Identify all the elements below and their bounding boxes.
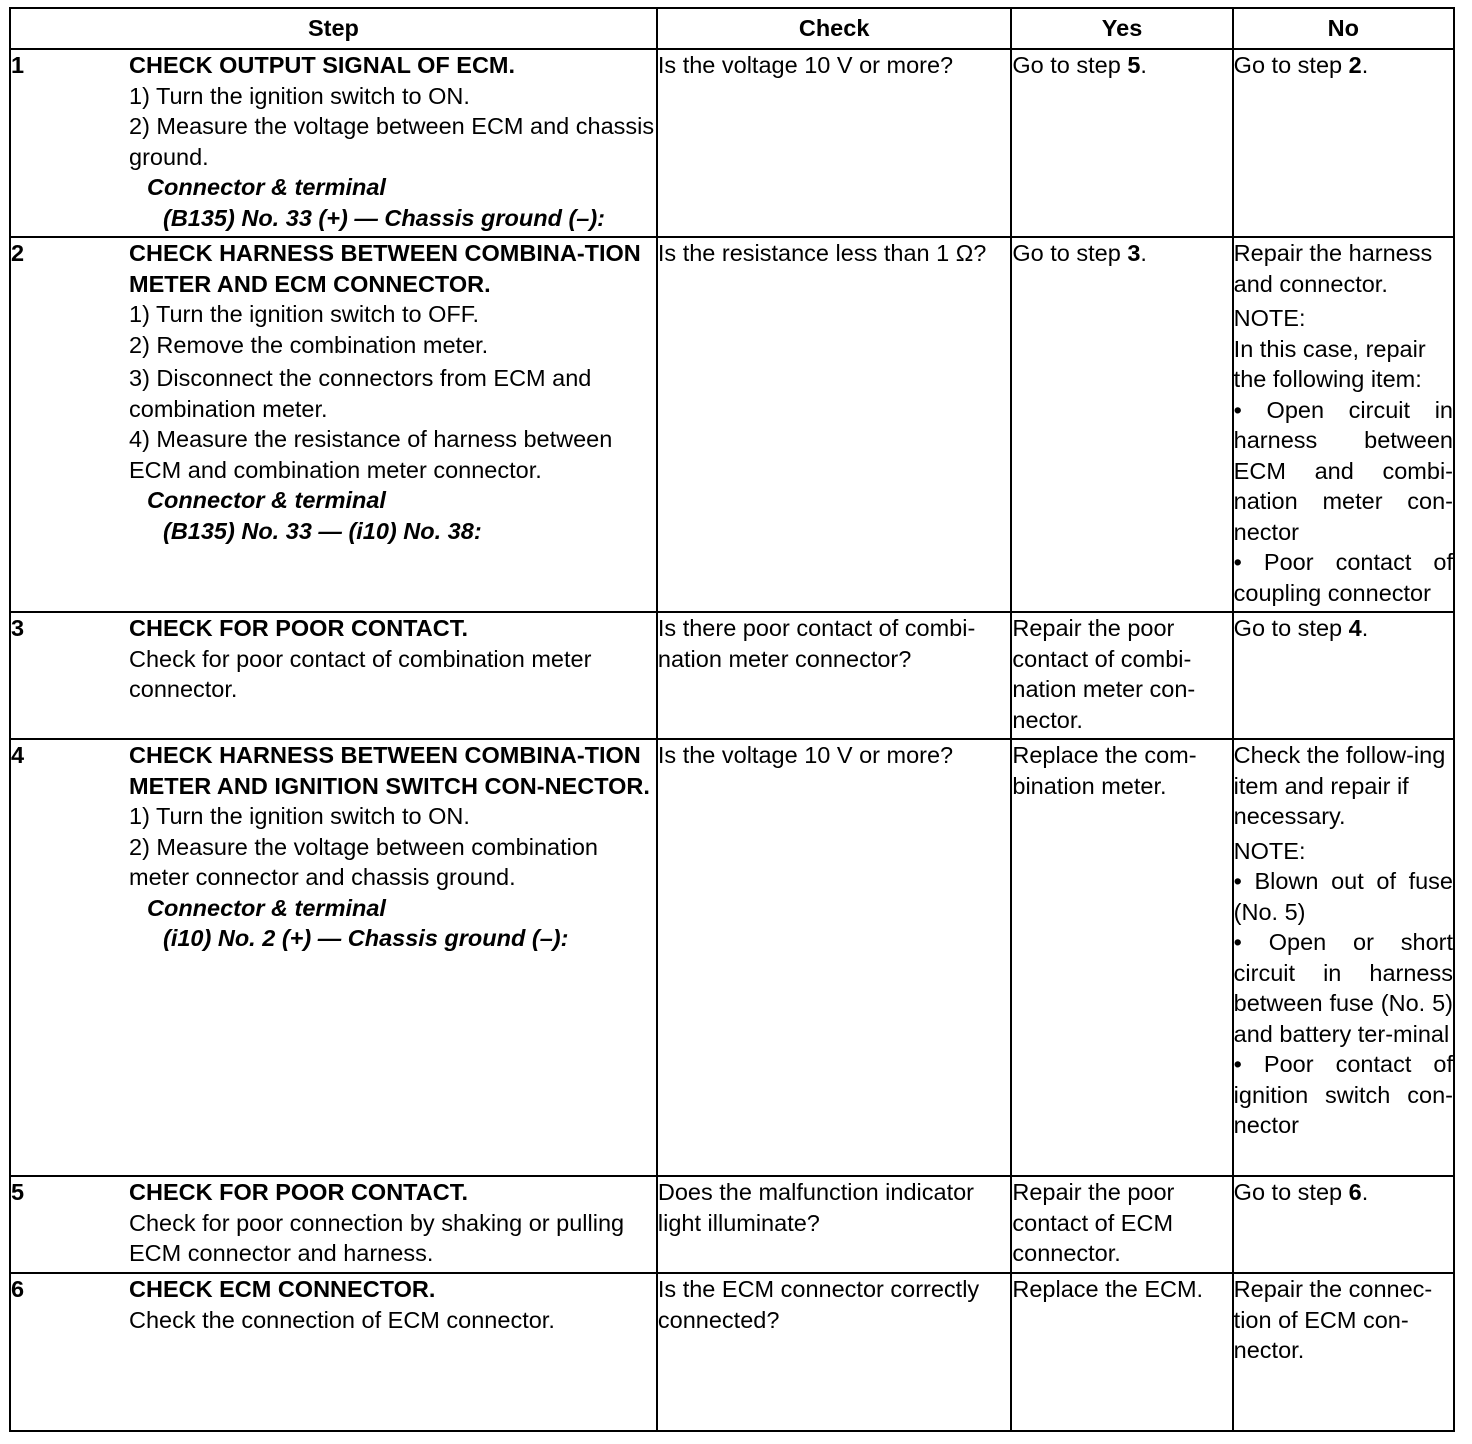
yes-text: Go to step [1012,240,1128,266]
no-text: Go to step [1233,615,1349,641]
table-row [10,1176,1454,1273]
no-step-link: 6 [1348,1179,1362,1205]
table-row [10,49,1454,237]
table-row [10,739,1454,1176]
no-cell: Repair the connec-tion of ECM con-nector. [1233,1273,1454,1431]
header-step: Step [10,8,657,49]
no-end: . [1361,1179,1369,1205]
step-number: 2 [11,240,25,266]
check-cell: Is the ECM connector correctly connected? [657,1273,1011,1431]
check-cell: Does the malfunction indicator light illuminate? [657,1176,1011,1273]
yes-cell: Replace the ECM. [1011,1273,1232,1431]
step-instruction: Check for poor connection by shaking or pulling ECM connector and harness. [129,1209,625,1266]
step-title: CHECK OUTPUT SIGNAL OF ECM. [129,52,516,78]
yes-step-link: 5 [1127,52,1141,78]
connector-label: Connector & terminal [147,487,386,513]
step-title: CHECK ECM CONNECTOR. [129,1276,436,1302]
step-title: CHECK FOR POOR CONTACT. [129,1179,469,1205]
table-row [10,1273,1454,1431]
no-main: Repair the harness and connector. [1233,240,1433,297]
no-bullet: • Open circuit in harness between ECM and combi-nation meter con-nector [1233,396,1453,545]
check-cell: Is the voltage 10 V or more? [657,49,1011,237]
no-bullet: • Poor contact of coupling connector [1233,549,1453,606]
no-text: Go to step [1233,1179,1349,1205]
no-cell [1233,49,1454,237]
step-title: CHECK HARNESS BETWEEN COMBINA-TION METER AND ECM CONNECTOR. [129,240,641,297]
no-step-link: 2 [1348,52,1362,78]
yes-end: . [1140,52,1147,78]
step-instruction: 1) Turn the ignition switch to OFF. [129,301,480,327]
no-cell [1233,237,1454,612]
table-row [10,612,1454,739]
step-cell [10,739,657,1176]
yes-text: Go to step [1012,52,1128,78]
header-no: No [1233,8,1454,49]
yes-cell: Repair the poor contact of combi-nation meter con-nector. [1011,612,1232,739]
yes-cell [1011,49,1232,237]
header-row [10,8,1454,49]
step-instruction: 2) Measure the voltage between ECM and chassis ground. [129,113,655,170]
no-cell [1233,612,1454,739]
step-instruction: 1) Turn the ignition switch to ON. [129,803,470,829]
connector-label: Connector & terminal [147,894,386,921]
no-main: Check the follow-ing item and repair if necessary. [1233,742,1446,829]
diagnostic-table [9,7,1455,1432]
no-bullet: • Open or short circuit in harness between fuse (No. 5) and battery ter-minal [1233,929,1453,1047]
no-bullet: • Poor contact of ignition switch con-nector [1233,1051,1453,1138]
step-number: 5 [11,1179,25,1205]
note-label: NOTE: [1233,837,1306,864]
step-number: 4 [11,742,25,768]
note-label: NOTE: [1233,305,1306,331]
check-cell: Is the voltage 10 V or more? [657,739,1011,1176]
step-instruction: 1) Turn the ignition switch to ON. [129,82,470,109]
step-title: CHECK HARNESS BETWEEN COMBINA-TION METER AND IGNITION SWITCH CON-NECTOR. [129,742,650,799]
step-instruction: 4) Measure the resistance of harness between ECM and combination meter connector. [129,426,613,483]
check-cell: Is there poor contact of combi-nation meter connector? [657,612,1011,739]
no-step-link: 4 [1348,615,1362,641]
terminal-spec: (B135) No. 33 (+) — Chassis ground (–): [163,204,606,231]
yes-cell: Repair the poor contact of ECM connector. [1011,1176,1232,1273]
step-cell [10,1273,657,1431]
terminal-spec: (B135) No. 33 — (i10) No. 38: [163,517,482,544]
step-instruction: Check the connection of ECM connector. [129,1306,555,1333]
no-bullet: • Blown out of fuse (No. 5) [1233,868,1453,925]
no-cell [1233,739,1454,1176]
no-text: Go to step [1233,52,1349,78]
step-number: 1 [11,52,25,78]
no-end: . [1361,52,1369,78]
step-cell [10,237,657,612]
header-yes: Yes [1011,8,1232,49]
note-text: In this case, repair the following item: [1233,335,1426,392]
step-cell [10,1176,657,1273]
table-row [10,237,1454,612]
step-cell [10,612,657,739]
no-end: . [1361,615,1369,641]
step-instruction: 2) Measure the voltage between combination meter connector and chassis ground. [129,833,598,890]
no-cell [1233,1176,1454,1273]
yes-end: . [1140,240,1147,266]
yes-cell: Replace the com-bination meter. [1011,739,1232,1176]
yes-cell [1011,237,1232,612]
yes-step-link: 3 [1127,240,1141,266]
step-instruction: 3) Disconnect the connectors from ECM and combination meter. [129,365,592,422]
terminal-spec: (i10) No. 2 (+) — Chassis ground (–): [163,925,569,951]
step-instruction: 2) Remove the combination meter. [129,331,489,358]
step-cell [10,49,657,237]
check-cell: Is the resistance less than 1 Ω? [657,237,1011,612]
step-number: 6 [11,1276,25,1302]
header-check: Check [657,8,1011,49]
step-instruction: Check for poor contact of combination meter connector. [129,645,592,702]
step-number: 3 [11,615,25,641]
connector-label: Connector & terminal [147,174,386,200]
step-title: CHECK FOR POOR CONTACT. [129,615,469,641]
